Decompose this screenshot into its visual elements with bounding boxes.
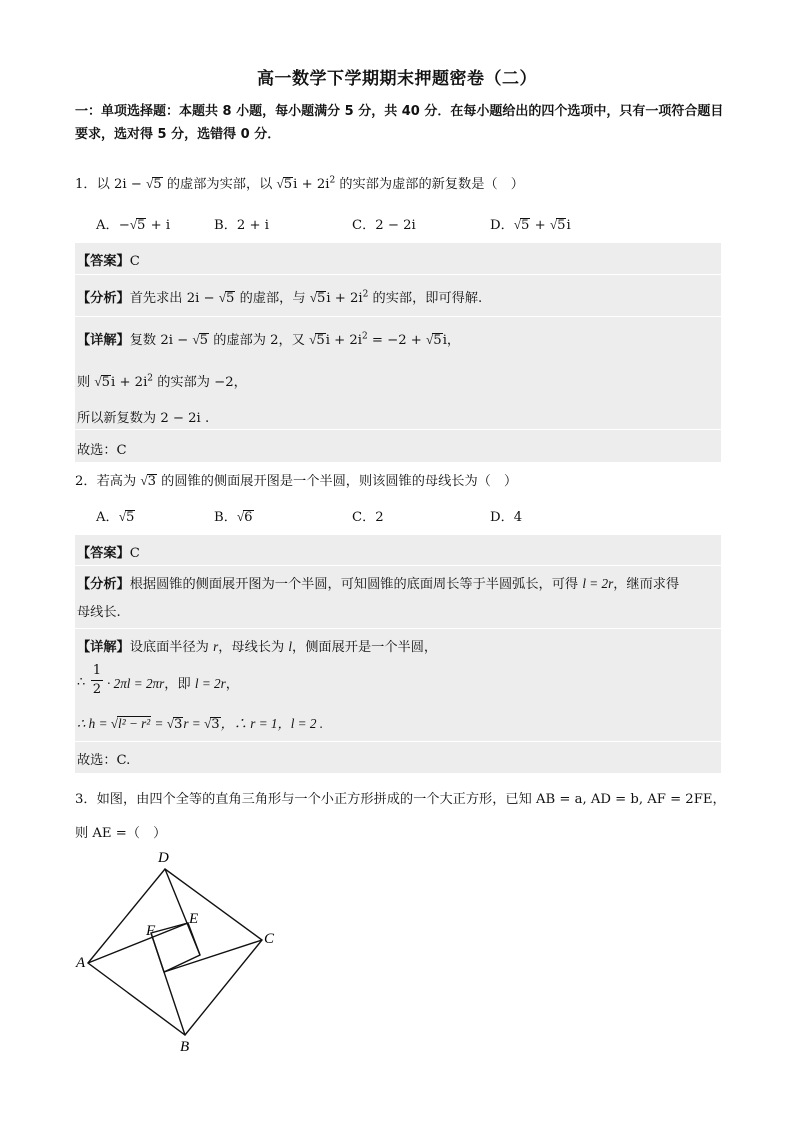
label-A: A xyxy=(76,955,86,971)
divider xyxy=(75,316,721,317)
choose-line: 故选：C xyxy=(77,443,127,458)
question-1-solution xyxy=(75,243,721,462)
question-1-stem: 1．以 2i − √5 的虚部为实部，以 $√5i + 2i^2$ 的实部为虚部的新复数是（ ） xyxy=(75,175,524,192)
section-heading: 一：单项选择题：本题共 8 小题，每小题满分 5 分，共 40 分．在每小题给出的四个选项中，只有一项符合题目要求，选对得 5 分，选错得 0 分． xyxy=(75,104,724,142)
segment-CE xyxy=(164,940,262,972)
detail-line-3: ∴ h = √l² − r² = √3r = √3，∴ r = 1，l = 2 . xyxy=(77,716,324,732)
option-d[interactable]: D．4 xyxy=(490,510,523,525)
geometry-figure xyxy=(70,845,290,1064)
label-F: F xyxy=(146,923,156,939)
answer-line: 【答案】C xyxy=(77,546,140,561)
segment-AF xyxy=(88,923,188,963)
label-D: D xyxy=(158,850,169,866)
option-c[interactable]: C．2 − 2i xyxy=(352,218,416,233)
divider xyxy=(75,741,721,742)
option-c[interactable]: C．2 xyxy=(352,510,384,525)
question-1-options xyxy=(96,214,716,234)
label-C: C xyxy=(264,931,275,947)
option-d[interactable]: D．√5 + √5i xyxy=(490,217,571,233)
analysis-line-2: 母线长. xyxy=(77,605,121,620)
divider xyxy=(75,274,721,275)
detail-line-3: 所以新复数为 2 − 2i . xyxy=(77,411,210,426)
option-b[interactable]: B．2 + i xyxy=(214,218,269,233)
analysis-line: 【分析】首先求出 2i − √5 的虚部，与 $√5i + 2i^2$ 的实部，即可得解. xyxy=(77,289,483,306)
page-title: 高一数学下学期期末押题密卷（二） xyxy=(257,69,537,89)
question-3-stem: 3．如图，由四个全等的直角三角形与一个小正方形拼成的一个大正方形，已知 AB = a, AD = b, AF = 2FE， xyxy=(75,792,726,807)
label-B: B xyxy=(180,1039,190,1055)
option-a[interactable]: A．√5 xyxy=(96,509,135,525)
option-a[interactable]: A．−√5 + i xyxy=(96,217,171,233)
inner-square xyxy=(151,923,200,972)
detail-line: 【详解】设底面半径为 r，母线长为 l，侧面展开是一个半圆， xyxy=(77,639,438,655)
detail-line-2: 则 $√5i + 2i^2$ 的实部为 −2， xyxy=(77,373,247,390)
answer-line: 【答案】C xyxy=(77,254,140,269)
choose-line: 故选：C. xyxy=(77,753,131,768)
divider xyxy=(75,628,721,629)
detail-line: 【详解】复数 2i − √5 的虚部为 2，又 $√5i + 2i^2 = -2 + √5i$， xyxy=(77,331,461,348)
question-2-solution xyxy=(75,535,721,773)
divider xyxy=(75,429,721,430)
label-E: E xyxy=(189,911,199,927)
question-3-stem-2: 则 AE =（ ） xyxy=(75,826,167,841)
detail-line-2: ∴ 1 2 · 2πl = 2πr，即 l = 2r， xyxy=(77,663,239,697)
option-b[interactable]: B．√6 xyxy=(214,509,253,525)
analysis-line: 【分析】根据圆锥的侧面展开图为一个半圆，可知圆锥的底面周长等于半圆弧长，可得 l = 2r，继而求得 xyxy=(77,576,680,592)
question-2-stem: 2．若高为 √3 的圆锥的侧面展开图是一个半圆，则该圆锥的母线长为（ ） xyxy=(75,473,518,489)
divider xyxy=(75,565,721,566)
question-2-options xyxy=(96,506,716,526)
